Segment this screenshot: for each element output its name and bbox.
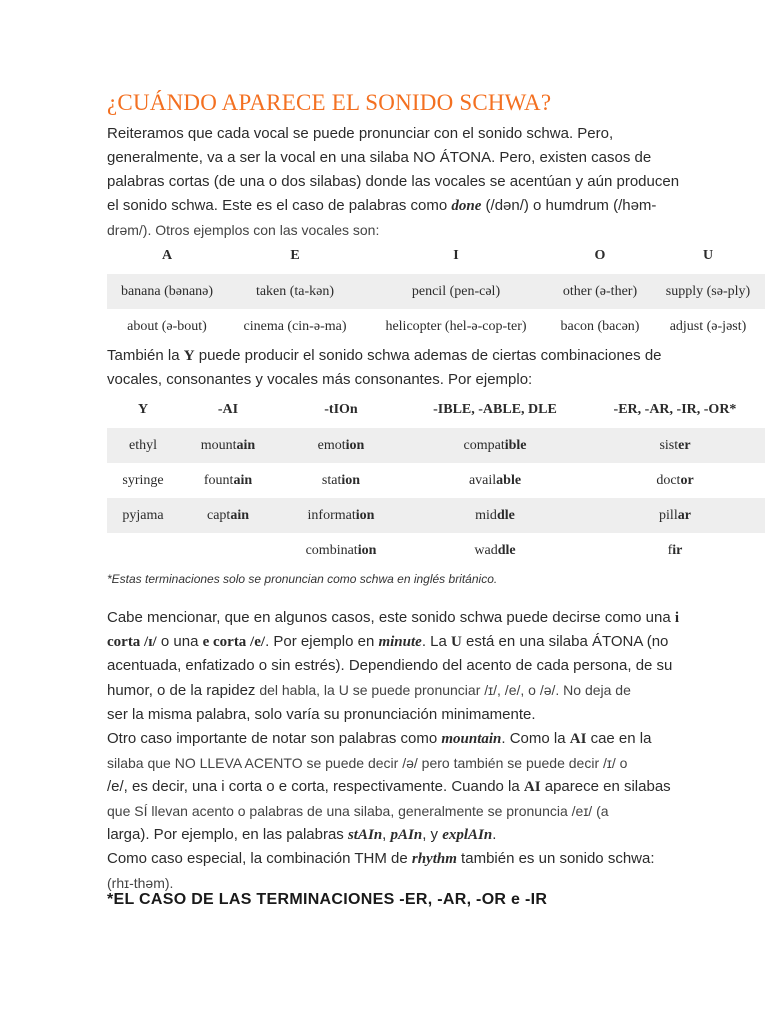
- intro-text: el sonido schwa. Este es el caso de palabras como: [107, 197, 452, 214]
- table-cell: cinema (cin-ə-ma): [243, 318, 347, 334]
- word-stem: wad: [474, 542, 498, 558]
- table-row: [107, 463, 765, 498]
- word-stem: sist: [659, 437, 679, 453]
- column-header: -IBLE, -ABLE, DLE: [433, 402, 557, 417]
- emphasis-word: mountain: [441, 731, 502, 747]
- body-text: humor, o de la rapidez: [107, 682, 256, 699]
- word-ending: ir: [672, 542, 683, 558]
- table-cell: [585, 463, 765, 498]
- emphasis-text: e corta /e/: [202, 634, 266, 650]
- table-row: [107, 274, 765, 309]
- table-cell: [277, 463, 405, 498]
- column-header: E: [290, 248, 300, 263]
- table-row: [107, 428, 765, 463]
- body-line: que SÍ llevan acento o palabras de una silaba, generalmente se pronuncia /eɪ/ (a: [107, 803, 609, 819]
- body-paragraph: [107, 606, 680, 895]
- body-text: está en una silaba ÁTONA (no: [461, 633, 669, 650]
- body-line: silaba que NO LLEVA ACENTO se puede decir /ə/ pero también se puede decir /ɪ/ o: [107, 755, 628, 771]
- word-stem: compat: [463, 437, 505, 453]
- word-ending: or: [680, 472, 694, 488]
- table-header-row: [107, 392, 765, 428]
- table-cell: supply (sə-ply): [651, 274, 765, 309]
- word-stem: stat: [321, 472, 342, 488]
- word-ending: er: [678, 437, 691, 453]
- word-stem: f: [667, 542, 673, 558]
- body-text: aparece en silabas: [540, 778, 671, 795]
- emphasis-text: corta /ɪ/: [107, 634, 157, 650]
- body-text: del habla, la U se puede pronunciar /ɪ/, /e/, o /ə/. No deja de: [255, 682, 631, 698]
- word-ending: ain: [230, 507, 249, 523]
- word-stem: capt: [206, 507, 231, 523]
- table-cell: [107, 428, 179, 463]
- table-cell: pencil (pen-cəl): [363, 274, 549, 309]
- table-cell: banana (bənanə): [107, 274, 227, 309]
- column-header: -AI: [217, 402, 239, 417]
- table-cell: [179, 463, 277, 498]
- table-cell: [585, 533, 765, 568]
- table-cell: [179, 498, 277, 533]
- body-text: . Como la: [501, 730, 570, 747]
- word-ending: ion: [345, 437, 365, 453]
- table-cell: helicopter (hel-ə-cop-ter): [385, 318, 527, 334]
- body-line: ser la misma palabra, solo varía su pronunciación minimamente.: [107, 706, 536, 723]
- body-line: [107, 823, 667, 847]
- body-text: /e/, es decir, una i corta o e corta, respectivamente. Cuando la: [107, 778, 524, 795]
- word-ending: ion: [341, 472, 361, 488]
- word-ending: ion: [357, 542, 377, 558]
- table-cell: [107, 498, 179, 533]
- intro-line: drəm/). Otros ejemplos con las vocales son:: [107, 222, 380, 238]
- column-header: I: [453, 248, 459, 263]
- y-line: [107, 344, 667, 368]
- table-cell: [585, 498, 765, 533]
- body-line: [107, 847, 667, 871]
- body-text: o una: [156, 633, 203, 650]
- table-cell: [277, 428, 405, 463]
- table-cell: [585, 428, 765, 463]
- y-text: También la: [107, 347, 184, 364]
- body-text: . La: [421, 633, 452, 650]
- y-text: puede producir el sonido schwa ademas de ciertas combinaciones de: [194, 347, 662, 364]
- word-stem: mount: [200, 437, 237, 453]
- body-text: ,: [382, 826, 391, 843]
- emphasis-letter: Y: [183, 348, 195, 364]
- combination-examples-table: [107, 392, 765, 568]
- word-ending: ain: [236, 437, 256, 453]
- emphasis-letter: i: [674, 610, 680, 626]
- emphasis-word: pAIn: [390, 827, 423, 843]
- word-ending: ar: [677, 507, 691, 523]
- word-stem: mid: [475, 507, 497, 523]
- table-cell: bacon (bacən): [560, 318, 640, 334]
- intro-line: [107, 194, 667, 218]
- table-row: [107, 309, 765, 344]
- table-cell: [107, 463, 179, 498]
- emphasis-word: minute: [378, 634, 422, 650]
- emphasis-word: done: [451, 198, 482, 214]
- word-ending: dle: [496, 507, 515, 523]
- table-cell: taken (ta-kən): [227, 274, 363, 309]
- word-stem: ethyl: [129, 437, 157, 453]
- word-stem: avail: [468, 472, 497, 488]
- body-line: [107, 678, 667, 703]
- word-ending: able: [496, 472, 522, 488]
- body-text: larga). Por ejemplo, en las palabras: [107, 826, 348, 843]
- body-text: Otro caso importante de notar son palabras como: [107, 730, 442, 747]
- table-cell: [405, 533, 585, 568]
- word-stem: combinat: [305, 542, 358, 558]
- word-ending: dle: [497, 542, 516, 558]
- table-cell: [405, 428, 585, 463]
- word-stem: pill: [659, 507, 678, 523]
- y-paragraph: [107, 344, 667, 392]
- table-header-row: [107, 238, 765, 274]
- y-line: vocales, consonantes y vocales más consonantes. Por ejemplo:: [107, 371, 533, 388]
- body-line: [107, 727, 667, 751]
- intro-text: (/dən/) o humdrum (/həm-: [481, 197, 657, 214]
- word-stem: fount: [203, 472, 234, 488]
- vowel-examples-table: [107, 238, 765, 344]
- word-stem: pyjama: [122, 507, 164, 523]
- footnote: *Estas terminaciones solo se pronuncian como schwa en inglés británico.: [107, 572, 498, 586]
- word-ending: ion: [355, 507, 375, 523]
- word-stem: syringe: [122, 472, 164, 488]
- column-header: A: [161, 248, 173, 263]
- body-line: [107, 606, 680, 630]
- intro-line: palabras cortas (de una o dos silabas) donde las vocales se acentúan y aún producen: [107, 173, 680, 190]
- body-text: también es un sonido schwa:: [456, 850, 655, 867]
- body-text: .: [492, 826, 497, 843]
- word-stem: doct: [656, 472, 681, 488]
- intro-line: generalmente, va a ser la vocal en una silaba NO ÁTONA. Pero, existen casos de: [107, 149, 652, 166]
- table-cell: [277, 533, 405, 568]
- body-text: , y: [422, 826, 443, 843]
- column-header: Y: [137, 402, 149, 417]
- emphasis-word: explAIn: [442, 827, 493, 843]
- table-cell: [179, 428, 277, 463]
- table-row: [107, 533, 765, 568]
- column-header: -ER, -AR, -IR, -OR*: [613, 402, 737, 417]
- table-cell: [277, 498, 405, 533]
- page-title: ¿CUÁNDO APARECE EL SONIDO SCHWA?: [107, 90, 552, 115]
- emphasis-text: AI: [523, 779, 541, 795]
- word-stem: informat: [307, 507, 356, 523]
- body-text: Como caso especial, la combinación THM de: [107, 850, 412, 867]
- word-stem: emot: [317, 437, 346, 453]
- body-line: [107, 630, 667, 654]
- body-line: acentuada, enfatizado o sin estrés). Dependiendo del acento de cada persona, de su: [107, 657, 673, 674]
- body-text: . Por ejemplo en: [265, 633, 379, 650]
- table-cell: other (ə-ther): [549, 274, 651, 309]
- table-cell: adjust (ə-jəst): [669, 318, 747, 334]
- table-cell: [179, 533, 277, 568]
- emphasis-letter: U: [451, 634, 462, 650]
- intro-line: Reiteramos que cada vocal se puede pronunciar con el sonido schwa. Pero,: [107, 125, 614, 142]
- body-line: (rhɪ-thəm).: [107, 875, 174, 891]
- column-header: U: [702, 248, 714, 263]
- table-row: [107, 498, 765, 533]
- table-cell: [405, 498, 585, 533]
- table-cell: [405, 463, 585, 498]
- intro-paragraph: [107, 122, 680, 242]
- body-text: cae en la: [586, 730, 652, 747]
- emphasis-word: rhythm: [411, 851, 457, 867]
- table-cell: about (ə-bout): [127, 318, 207, 334]
- column-header: -tIOn: [324, 402, 358, 417]
- column-header: O: [594, 248, 606, 263]
- table-cell: [107, 533, 179, 568]
- word-ending: ain: [233, 472, 253, 488]
- body-text: Cabe mencionar, que en algunos casos, este sonido schwa puede decirse como una: [107, 609, 675, 626]
- emphasis-text: AI: [569, 731, 587, 747]
- body-line: [107, 775, 671, 799]
- word-ending: ible: [504, 437, 527, 453]
- section-subheading: *EL CASO DE LAS TERMINACIONES -ER, -AR, -OR e -IR: [107, 891, 548, 908]
- emphasis-word: stAIn: [347, 827, 383, 843]
